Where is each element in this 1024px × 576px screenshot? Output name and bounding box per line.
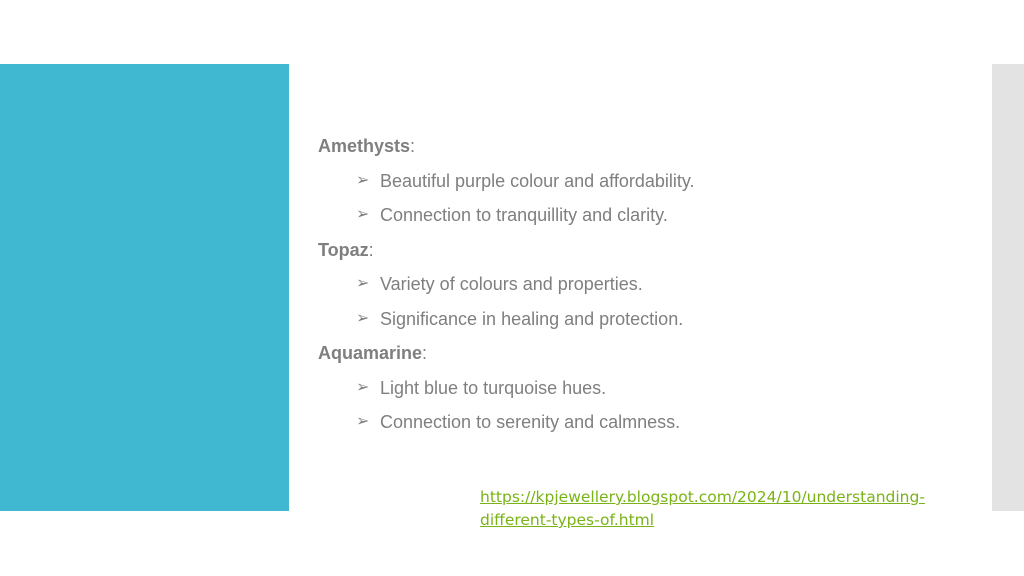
source-link-line-2: different-types-of.html xyxy=(480,511,655,529)
section-heading-topaz xyxy=(318,235,978,270)
arrow-bullet-icon: ➢ xyxy=(356,171,370,189)
list-item-text: Beautiful purple colour and affordability. xyxy=(380,170,695,191)
section-heading-aquamarine xyxy=(318,338,978,373)
list-item-text: Connection to serenity and calmness. xyxy=(380,412,681,432)
gem-list xyxy=(318,131,978,442)
arrow-bullet-icon: ➢ xyxy=(356,378,370,396)
section-colon: : xyxy=(410,136,416,156)
source-link-line-1: https://kpjewellery.blogspot.com/2024/10/understanding- xyxy=(480,488,925,506)
section-colon: : xyxy=(422,343,428,363)
section-title: Aquamarine xyxy=(318,343,423,363)
list-item xyxy=(318,269,978,304)
source-link[interactable] xyxy=(480,486,950,532)
list-item-text: Light blue to turquoise hues. xyxy=(380,377,607,398)
list-item-text: Variety of colours and properties. xyxy=(380,274,643,294)
side-strip xyxy=(992,64,1024,511)
section-title: Topaz xyxy=(318,239,369,260)
list-item xyxy=(318,373,978,408)
list-item-text: Significance in healing and protection. xyxy=(380,308,684,329)
section-heading-amethysts xyxy=(318,131,978,166)
accent-panel xyxy=(0,64,289,511)
arrow-bullet-icon: ➢ xyxy=(356,413,370,430)
list-item xyxy=(318,407,978,442)
list-item xyxy=(318,200,978,235)
list-item-text: Connection to tranquillity and clarity. xyxy=(380,205,668,225)
arrow-bullet-icon: ➢ xyxy=(356,309,370,327)
list-item xyxy=(318,304,978,339)
list-item xyxy=(318,166,978,201)
arrow-bullet-icon: ➢ xyxy=(356,275,370,292)
arrow-bullet-icon: ➢ xyxy=(356,206,370,223)
section-colon: : xyxy=(368,239,374,260)
section-title: Amethysts xyxy=(318,136,411,156)
